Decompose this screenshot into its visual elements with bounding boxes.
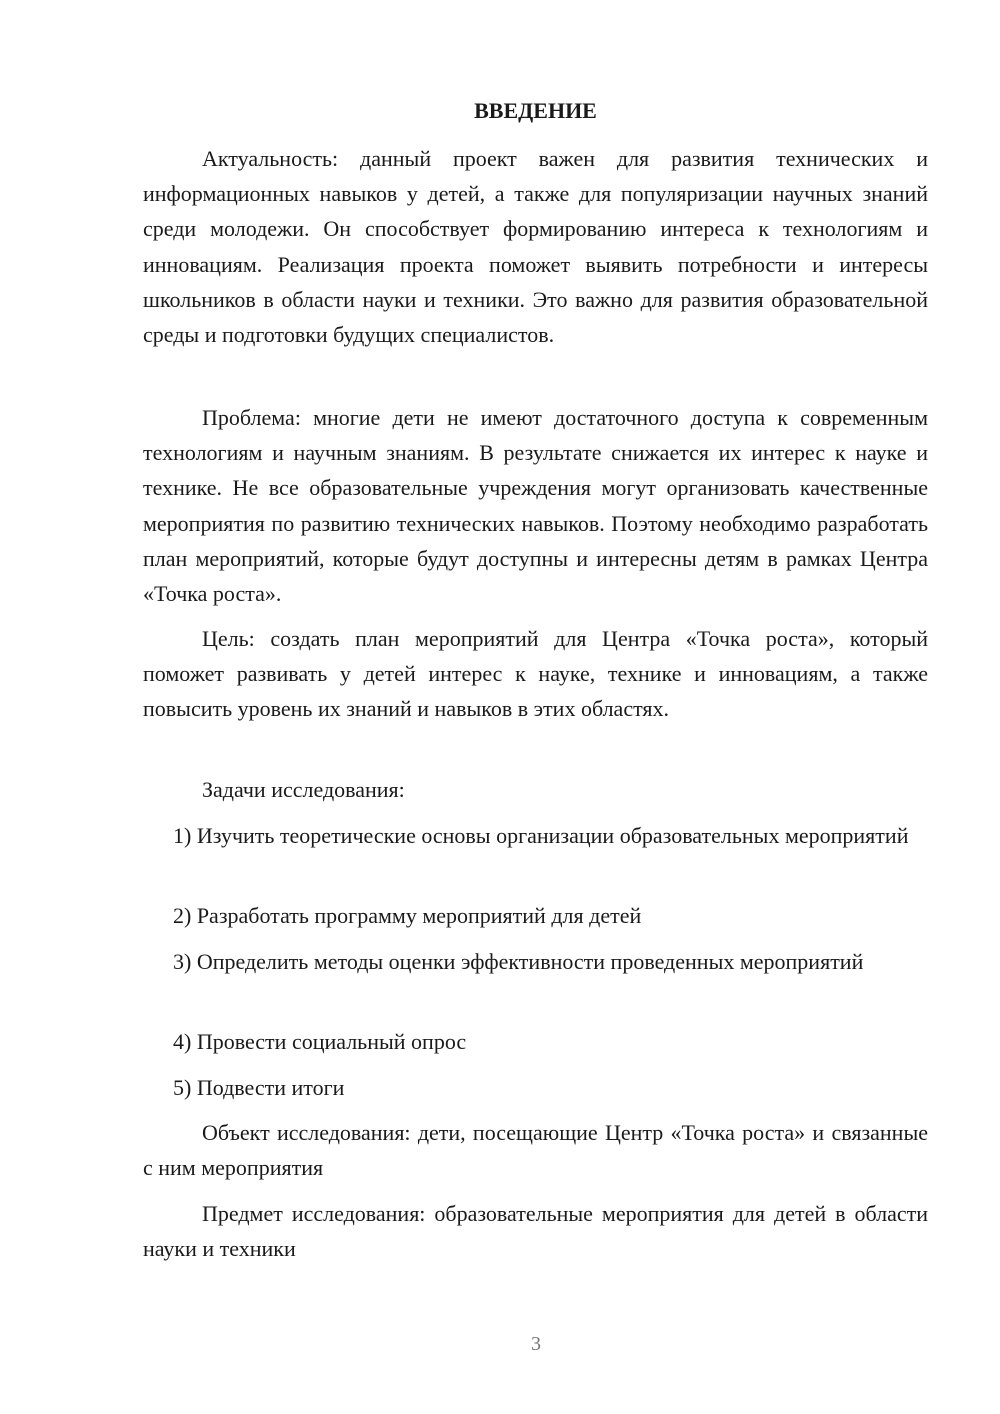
- paragraph-subject: Предмет исследования: образовательные мероприятия для детей в области науки и техники: [143, 1201, 928, 1262]
- paragraph-goal: Цель: создать план мероприятий для Центра «Точка роста», который поможет развивать у детей интерес к науке, технике и инновациям, а также повысить уровень их знаний и навыков в этих областях.: [143, 626, 928, 722]
- task-item-1: 1) Изучить теоретические основы организации образовательных мероприятий: [173, 823, 909, 848]
- page-title: ВВЕДЕНИЕ: [474, 98, 597, 123]
- paragraph-relevance: Актуальность: данный проект важен для развития технических и информационных навыков у детей, а также для популяризации научных знаний среди молодежи. Он способствует формированию интереса к технологиям и инновациям. Реализация проекта поможет выявить потребности и интересы школьников в области науки и техники. Это важно для развития образовательной среды и подготовки будущих специалистов.: [143, 146, 928, 348]
- paragraph-object: Объект исследования: дети, посещающие Центр «Точка роста» и связанные с ним мероприятия: [143, 1120, 928, 1181]
- task-item-3: 3) Определить методы оценки эффективности проведенных мероприятий: [173, 949, 864, 974]
- paragraph-problem: Проблема: многие дети не имеют достаточного доступа к современным технологиям и научным знаниям. В результате снижается их интерес к науке и технике. Не все образовательные учреждения могут организовать качественные мероприятия по развитию технических навыков. Поэтому необходимо разработать план мероприятий, которые будут доступны и интересны детям в рамках Центра «Точка роста».: [143, 405, 928, 607]
- page-number: 3: [531, 1333, 541, 1355]
- tasks-heading: Задачи исследования:: [202, 777, 405, 802]
- task-item-2: 2) Разработать программу мероприятий для детей: [173, 903, 642, 928]
- task-item-4: 4) Провести социальный опрос: [173, 1029, 467, 1054]
- task-item-5: 5) Подвести итоги: [173, 1075, 345, 1100]
